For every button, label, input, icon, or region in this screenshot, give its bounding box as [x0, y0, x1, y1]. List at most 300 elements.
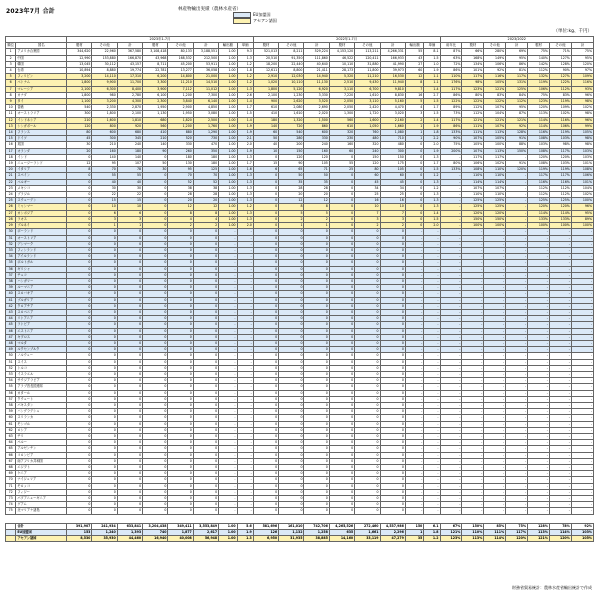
value-cell: 43: [405, 55, 423, 61]
value-cell: 0: [67, 390, 92, 396]
value-cell: 0: [355, 278, 380, 284]
value-cell: -: [405, 390, 423, 396]
value-cell: -: [528, 471, 550, 477]
value-cell: 0: [380, 297, 405, 303]
value-cell: 0: [143, 390, 168, 396]
value-cell: -: [506, 409, 528, 415]
value-cell: 0: [168, 452, 193, 458]
value-cell: 0: [253, 440, 278, 446]
value-cell: -: [549, 254, 571, 260]
value-cell: 100%: [462, 223, 484, 229]
value-cell: 0: [117, 502, 142, 508]
value-cell: 0: [193, 272, 218, 278]
value-cell: 1.7: [424, 161, 440, 167]
value-cell: 0: [329, 434, 354, 440]
value-cell: 0: [168, 396, 193, 402]
value-cell: 0: [253, 347, 278, 353]
value-cell: 103%: [549, 161, 571, 167]
value-cell: 0: [193, 247, 218, 253]
value-cell: 16,940: [143, 536, 168, 542]
value-cell: 125%: [506, 86, 528, 92]
group-2023: 2023年1-7月: [67, 37, 254, 43]
value-cell: 0: [168, 272, 193, 278]
value-cell: 0: [193, 396, 218, 402]
value-cell: 0: [279, 303, 304, 309]
value-cell: -: [571, 247, 593, 253]
value-cell: 0: [253, 415, 278, 421]
value-cell: -: [219, 340, 237, 346]
value-cell: 1.00: [219, 204, 237, 210]
value-cell: 98%: [571, 99, 593, 105]
value-cell: -: [237, 303, 253, 309]
value-cell: 0: [168, 483, 193, 489]
value-cell: 0: [253, 154, 278, 160]
value-cell: 176%: [440, 80, 462, 86]
value-cell: 0: [304, 452, 329, 458]
value-cell: 0: [253, 477, 278, 483]
value-cell: 112%: [528, 68, 550, 74]
value-cell: 1,800: [67, 92, 92, 98]
country-name-cell: スイス: [16, 359, 67, 365]
value-cell: 0: [355, 260, 380, 266]
value-cell: -: [528, 496, 550, 502]
value-cell: -: [484, 309, 506, 315]
value-cell: 0: [193, 390, 218, 396]
value-cell: 0: [253, 235, 278, 241]
value-cell: -: [237, 390, 253, 396]
rank-cell: 58: [6, 402, 16, 408]
value-cell: -: [571, 353, 593, 359]
value-cell: 0: [279, 477, 304, 483]
value-cell: 2.1: [237, 136, 253, 142]
value-cell: 153: [67, 529, 92, 535]
value-cell: 2,100: [67, 86, 92, 92]
value-cell: 0: [168, 303, 193, 309]
value-cell: 0: [67, 272, 92, 278]
value-cell: -: [506, 496, 528, 502]
value-cell: -: [484, 328, 506, 334]
value-cell: -: [549, 291, 571, 297]
value-cell: 0: [279, 452, 304, 458]
value-cell: 17,310: [117, 74, 142, 80]
value-cell: 0: [92, 508, 117, 514]
rank-cell: 15: [6, 136, 16, 142]
value-cell: -: [219, 496, 237, 502]
value-cell: 240: [355, 148, 380, 154]
rank-cell: 11: [6, 111, 16, 117]
value-cell: -: [462, 235, 484, 241]
value-cell: 103%: [528, 142, 550, 148]
country-name-cell: ルクセンブルク: [16, 347, 67, 353]
rank-cell: 34: [6, 254, 16, 260]
value-cell: 0: [304, 365, 329, 371]
value-cell: 0: [405, 161, 423, 167]
value-cell: -: [462, 371, 484, 377]
value-cell: 1.00: [219, 136, 237, 142]
value-cell: 0: [143, 309, 168, 315]
value-cell: 8,880: [92, 68, 117, 74]
value-cell: 7,300: [193, 92, 218, 98]
value-cell: -: [462, 365, 484, 371]
value-cell: 13,277: [168, 68, 193, 74]
value-cell: 0: [355, 353, 380, 359]
value-cell: 1,610: [355, 92, 380, 98]
value-cell: 65: [279, 167, 304, 173]
value-cell: 0: [143, 371, 168, 377]
value-cell: 112%: [506, 99, 528, 105]
value-cell: 105: [304, 161, 329, 167]
value-cell: -: [237, 496, 253, 502]
value-cell: 0: [304, 458, 329, 464]
value-cell: 1.4: [424, 117, 440, 123]
value-cell: 0: [380, 365, 405, 371]
value-cell: 1.2: [424, 185, 440, 191]
value-cell: 0: [304, 446, 329, 452]
value-cell: 108%: [528, 148, 550, 154]
value-cell: 0: [143, 210, 168, 216]
value-cell: -: [462, 254, 484, 260]
value-cell: -: [237, 291, 253, 297]
value-cell: 0: [143, 297, 168, 303]
value-cell: 0: [67, 235, 92, 241]
value-cell: 1.5: [424, 167, 440, 173]
value-cell: 0: [117, 446, 142, 452]
value-cell: 120%: [462, 210, 484, 216]
value-cell: 2,100: [117, 111, 142, 117]
value-cell: 0: [92, 402, 117, 408]
value-cell: 120: [355, 161, 380, 167]
value-cell: 10,894: [67, 68, 92, 74]
value-cell: 10: [92, 204, 117, 210]
value-cell: -: [506, 278, 528, 284]
value-cell: 0: [329, 185, 354, 191]
value-cell: 1,500: [304, 117, 329, 123]
value-cell: 0: [304, 340, 329, 346]
value-cell: 367,580: [117, 49, 142, 55]
value-cell: -: [219, 502, 237, 508]
value-cell: 31,935: [279, 536, 304, 542]
value-cell: -: [484, 316, 506, 322]
value-cell: 14,110: [92, 74, 117, 80]
value-cell: -: [506, 254, 528, 260]
value-cell: 0: [168, 241, 193, 247]
value-cell: 98%: [549, 142, 571, 148]
value-cell: -: [484, 359, 506, 365]
value-cell: 160: [92, 148, 117, 154]
value-cell: 4,300: [117, 99, 142, 105]
value-cell: 114%: [484, 536, 506, 542]
value-cell: -: [237, 266, 253, 272]
value-cell: -: [506, 384, 528, 390]
value-cell: 3,200: [67, 74, 92, 80]
value-cell: -: [405, 365, 423, 371]
value-cell: 0: [67, 434, 92, 440]
value-cell: -: [424, 303, 440, 309]
value-cell: 1.00: [219, 74, 237, 80]
rank-cell: 28: [6, 216, 16, 222]
value-cell: 127%: [549, 74, 571, 80]
value-cell: 103%: [549, 136, 571, 142]
value-cell: -: [424, 297, 440, 303]
country-name-cell: アラブ首長国連邦: [16, 384, 67, 390]
value-cell: -: [462, 328, 484, 334]
value-cell: 0: [168, 229, 193, 235]
value-cell: -: [424, 316, 440, 322]
value-cell: 1,050: [355, 123, 380, 129]
value-cell: -: [440, 402, 462, 408]
value-cell: -: [506, 452, 528, 458]
value-cell: -: [237, 297, 253, 303]
value-cell: 7: [405, 86, 423, 92]
value-cell: 0: [193, 328, 218, 334]
value-cell: 13,045: [67, 61, 92, 67]
value-cell: -: [549, 340, 571, 346]
value-cell: -: [424, 241, 440, 247]
value-cell: 126: [253, 529, 278, 535]
value-cell: 15: [92, 198, 117, 204]
column-header: 計: [380, 43, 405, 49]
value-cell: -: [549, 266, 571, 272]
value-cell: -: [506, 154, 528, 160]
country-name-cell: マルタ: [16, 340, 67, 346]
value-cell: -: [528, 371, 550, 377]
value-cell: 105%: [571, 130, 593, 136]
value-cell: 0: [279, 496, 304, 502]
value-cell: 12,990: [67, 55, 92, 61]
value-cell: 108%: [528, 161, 550, 167]
value-cell: -: [405, 446, 423, 452]
value-cell: -: [484, 365, 506, 371]
value-cell: 102%: [549, 111, 571, 117]
value-cell: -: [405, 235, 423, 241]
value-cell: 140: [92, 154, 117, 160]
value-cell: 4,265,526: [329, 523, 354, 529]
value-cell: 92%: [484, 68, 506, 74]
value-cell: 88%: [506, 142, 528, 148]
value-cell: -: [528, 229, 550, 235]
value-cell: 12: [405, 74, 423, 80]
value-cell: 150%: [484, 216, 506, 222]
value-cell: 0: [143, 396, 168, 402]
value-cell: 0: [253, 278, 278, 284]
value-cell: 0: [279, 434, 304, 440]
value-cell: -: [549, 465, 571, 471]
value-cell: 104%: [571, 185, 593, 191]
value-cell: 0: [168, 371, 193, 377]
value-cell: 0: [193, 489, 218, 495]
value-cell: -: [528, 235, 550, 241]
value-cell: 0: [355, 471, 380, 477]
value-cell: -: [462, 477, 484, 483]
value-cell: -: [528, 266, 550, 272]
value-cell: 2,050: [329, 99, 354, 105]
value-cell: 0: [193, 309, 218, 315]
value-cell: 0: [405, 185, 423, 191]
value-cell: 52: [168, 179, 193, 185]
value-cell: -: [405, 334, 423, 340]
value-cell: 180: [193, 154, 218, 160]
value-cell: 0: [92, 285, 117, 291]
value-cell: 55: [329, 161, 354, 167]
value-cell: 0: [92, 353, 117, 359]
country-name-cell: 北マリアナ諸島: [16, 508, 67, 514]
value-cell: 0: [143, 328, 168, 334]
value-cell: 0: [193, 291, 218, 297]
value-cell: -: [571, 359, 593, 365]
value-cell: 16: [405, 92, 423, 98]
value-cell: 0: [304, 272, 329, 278]
value-cell: 1.7: [237, 105, 253, 111]
value-cell: 0: [168, 254, 193, 260]
value-cell: -: [506, 365, 528, 371]
value-cell: 91%: [506, 136, 528, 142]
value-cell: 0: [253, 353, 278, 359]
value-cell: 86%: [440, 123, 462, 129]
value-cell: -: [440, 421, 462, 427]
value-cell: -: [440, 415, 462, 421]
value-cell: -: [219, 272, 237, 278]
value-cell: 0: [143, 179, 168, 185]
value-cell: 117%: [506, 529, 528, 535]
value-cell: -: [219, 402, 237, 408]
value-cell: -: [440, 347, 462, 353]
value-cell: -: [549, 402, 571, 408]
value-cell: -: [219, 427, 237, 433]
value-cell: 0: [380, 421, 405, 427]
value-cell: 610: [329, 123, 354, 129]
value-cell: -: [237, 347, 253, 353]
value-cell: 1.3: [424, 179, 440, 185]
value-cell: 1: [405, 136, 423, 142]
value-cell: 0: [355, 297, 380, 303]
value-cell: -: [506, 297, 528, 303]
value-cell: 1.00: [219, 117, 237, 123]
value-cell: -: [237, 471, 253, 477]
value-cell: 140: [143, 142, 168, 148]
value-cell: -: [237, 465, 253, 471]
column-header: 計: [506, 43, 528, 49]
value-cell: 0: [253, 502, 278, 508]
value-cell: 18,200: [253, 61, 278, 67]
value-cell: -: [506, 241, 528, 247]
value-cell: -: [424, 365, 440, 371]
value-cell: -: [440, 365, 462, 371]
value-cell: 56,948: [193, 536, 218, 542]
value-cell: 0: [143, 427, 168, 433]
value-cell: 0: [143, 434, 168, 440]
value-cell: -: [219, 458, 237, 464]
value-cell: 0: [253, 483, 278, 489]
rank-cell: 38: [6, 278, 16, 284]
value-cell: 0: [279, 285, 304, 291]
column-header: 計: [304, 43, 329, 49]
value-cell: 0: [279, 266, 304, 272]
value-cell: 1.00: [219, 130, 237, 136]
value-cell: 0: [67, 378, 92, 384]
value-cell: -: [424, 353, 440, 359]
value-cell: 0: [143, 409, 168, 415]
rank-cell: 66: [6, 452, 16, 458]
value-cell: 0: [355, 309, 380, 315]
value-cell: -: [405, 241, 423, 247]
value-cell: 98%: [462, 80, 484, 86]
value-cell: -: [506, 465, 528, 471]
value-cell: 0: [168, 378, 193, 384]
value-cell: -: [440, 272, 462, 278]
value-cell: 111,860: [304, 55, 329, 61]
value-cell: 0: [67, 340, 92, 346]
value-cell: -: [506, 396, 528, 402]
spacer-row: [6, 514, 594, 523]
value-cell: -: [440, 204, 462, 210]
value-cell: -: [484, 334, 506, 340]
value-cell: 0: [168, 465, 193, 471]
rank-cell: 17: [6, 148, 16, 154]
value-cell: 0: [329, 384, 354, 390]
value-cell: -: [424, 309, 440, 315]
value-cell: -: [219, 328, 237, 334]
value-cell: 0: [253, 266, 278, 272]
value-cell: 0: [304, 390, 329, 396]
value-cell: 0: [355, 402, 380, 408]
value-cell: -: [571, 434, 593, 440]
value-cell: 4,470: [380, 105, 405, 111]
value-cell: -: [405, 266, 423, 272]
value-cell: -: [506, 340, 528, 346]
value-cell: -: [506, 427, 528, 433]
value-cell: 2,100: [253, 92, 278, 98]
value-cell: 16: [380, 198, 405, 204]
spacer-cell: [6, 514, 594, 523]
value-cell: 1,100: [67, 99, 92, 105]
value-cell: 1.3: [237, 154, 253, 160]
value-cell: 0: [92, 390, 117, 396]
value-cell: 0: [253, 254, 278, 260]
rank-cell: 63: [6, 434, 16, 440]
value-cell: 0: [67, 496, 92, 502]
value-cell: -: [506, 402, 528, 408]
value-cell: -: [405, 483, 423, 489]
value-cell: 920: [117, 123, 142, 129]
value-cell: -: [424, 272, 440, 278]
value-cell: -: [549, 421, 571, 427]
value-cell: 1: [405, 529, 423, 535]
value-cell: 0: [92, 247, 117, 253]
value-cell: 0: [92, 434, 117, 440]
value-cell: -: [528, 421, 550, 427]
value-cell: -: [549, 390, 571, 396]
value-cell: 117%: [462, 74, 484, 80]
rank-cell: 48: [6, 340, 16, 346]
value-cell: 0: [143, 353, 168, 359]
value-cell: -: [506, 359, 528, 365]
value-cell: 44,460: [117, 536, 142, 542]
value-cell: 0: [92, 229, 117, 235]
value-cell: 0: [355, 477, 380, 483]
value-cell: -: [440, 309, 462, 315]
value-cell: -: [219, 421, 237, 427]
value-cell: 0: [143, 278, 168, 284]
value-cell: 95: [168, 167, 193, 173]
value-cell: 0: [304, 316, 329, 322]
value-cell: 710: [380, 136, 405, 142]
value-cell: 0: [168, 365, 193, 371]
value-cell: 93%: [571, 86, 593, 92]
value-cell: 1: [405, 130, 423, 136]
value-cell: 2: [304, 216, 329, 222]
value-cell: 635: [329, 529, 354, 535]
value-cell: 480: [355, 136, 380, 142]
